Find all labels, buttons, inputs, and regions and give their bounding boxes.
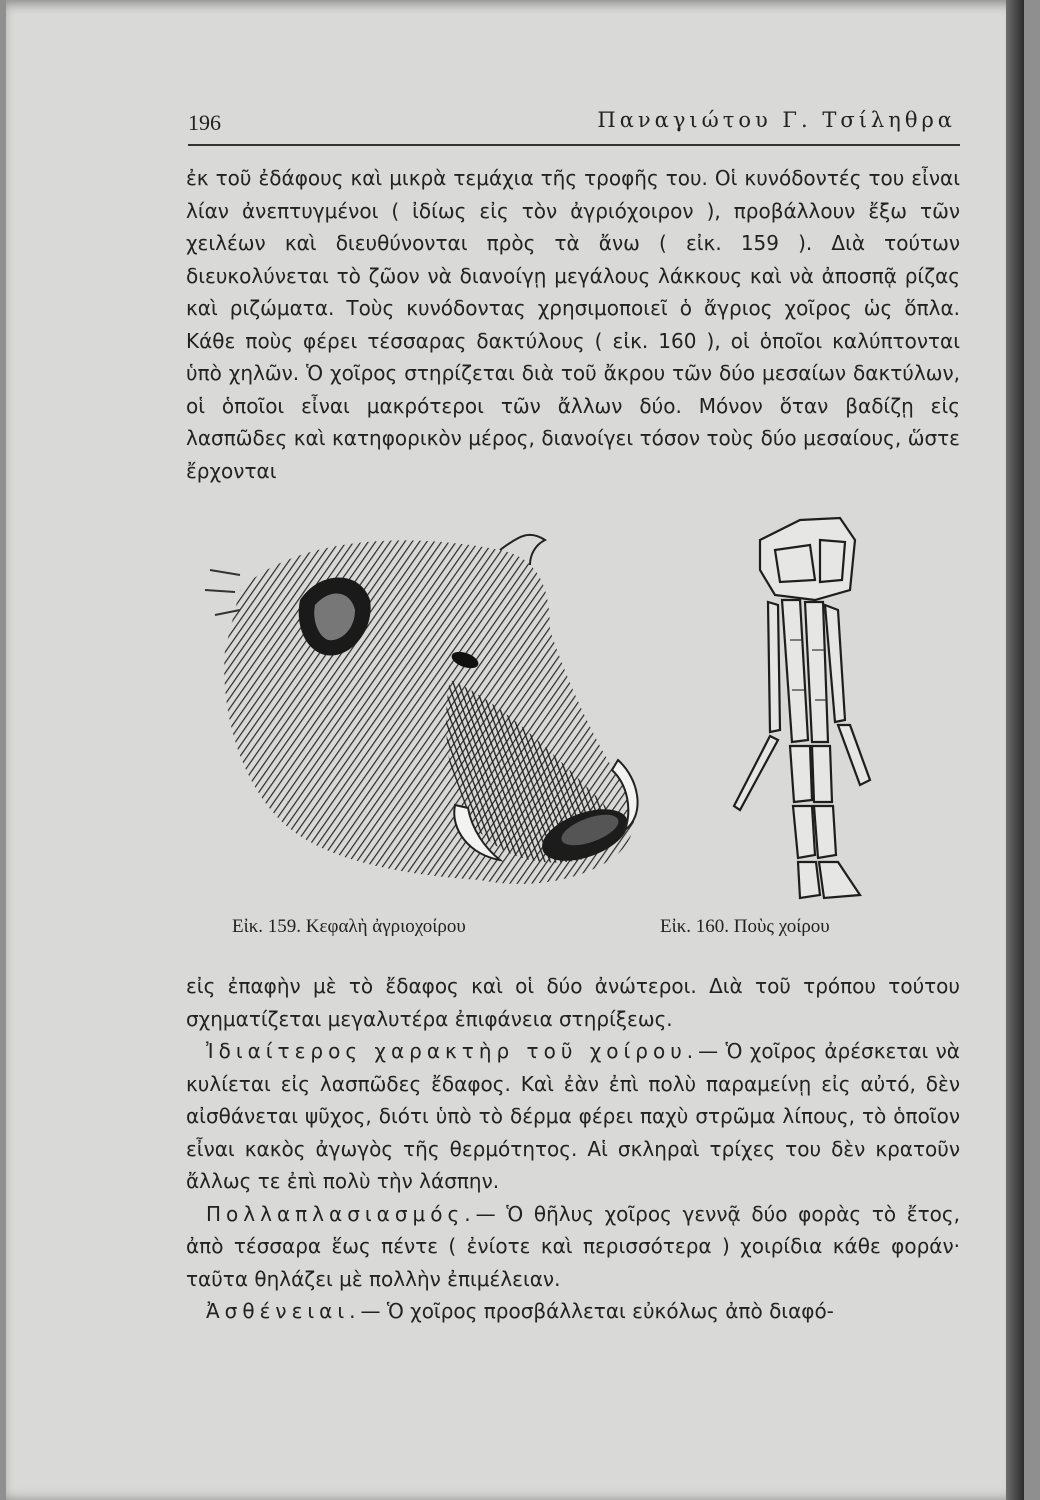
section-heading: Ἰδιαίτερος χαρακτὴρ τοῦ χοίρου. [206,1039,699,1063]
section-text: — Ὁ θῆλυς χοῖρος γεννᾷ δύο φορὰς τὸ ἔτος, ἀπὸ τέσσαρα ἕως πέντε ( ἐνίοτε καὶ περισσότερα ) χοιρίδια κάθε φοράν· ταῦτα θηλάζει μὲ πολλὴν ἐπιμέλειαν. [186,1201,960,1291]
body-text-bottom [186,970,960,1328]
body-text-top [186,162,960,487]
section-heading: Πολλαπλασιασμός. [206,1201,476,1226]
running-head: Παναγιώτου Γ. Τσίληθρα [597,108,956,132]
section-paragraph [186,1198,960,1296]
paragraph: εἰς ἐπαφὴν μὲ τὸ ἔδαφος καὶ οἱ δύο ἀνώτεροι. Διὰ τοῦ τρόπου τούτου σχηματίζεται μεγαλυτέρα ἐπιφάνεια στηρίξεως. [186,974,960,1031]
section-text: — Ὁ χοῖρος προσβάλλεται εὐκόλως ἀπὸ διαφό- [360,1299,834,1323]
figure-160-caption: Εἰκ. 160. Ποὺς χοίρου [660,916,830,937]
page-edge-shadow [1006,0,1024,1500]
figure-159-caption: Εἰκ. 159. Κεφαλὴ ἀγριοχοίρου [232,916,466,937]
page-header [188,106,958,146]
section-paragraph [186,1035,960,1198]
paragraph: ἐκ τοῦ ἐδάφους καὶ μικρὰ τεμάχια τῆς τροφῆς του. Οἱ κυνόδοντές του εἶναι λίαν ἀνεπτυγμένοι ( ἰδίως εἰς τὸν ἀγριόχοιρον ), προβάλλουν ἔξω τῶν χειλέων καὶ διευθύνονται πρὸς τὰ ἄνω ( εἰκ. 159 ). Διὰ τούτων διευκολύνεται τὸ ζῶον νὰ διανοίγῃ μεγάλους λάκκους καὶ νὰ ἀποσπᾷ ρίζας καὶ ριζώματα. Τοὺς κυνόδοντας χρησιμοποιεῖ ὁ ἄγριος χοῖρος ὡς ὅπλα. Κάθε ποὺς φέρει τέσσαρας δακτύλους ( εἰκ. 160 ), οἱ ὁποῖοι καλύπτονται ὑπὸ χηλῶν. Ὁ χοῖρος στηρίζεται διὰ τοῦ ἄκρου τῶν δύο μεσαίων δακτύλων, οἱ ὁποῖοι εἶναι μακρότεροι τῶν ἄλλων δύο. Μόνον ὅταν βαδίζῃ εἰς λασπῶδες καὶ κατηφορικὸν μέρος, διανοίγει τόσον τοὺς δύο μεσαίους, ὥστε ἔρχονται [186,166,960,483]
section-text: — Ὁ χοῖρος ἀρέσκεται νὰ κυλίεται εἰς λασπῶδες ἔδαφος. Καὶ ἐὰν ἐπὶ πολὺ παραμείνῃ εἰς αὐτό, δὲν αἰσθάνεται ψῦχος, διότι ὑπὸ τὸ δέρμα φέρει παχὺ στρῶμα λίπους, τὸ ὁποῖον εἶναι κακὸς ἀγωγὸς τῆς θερμότητος. Αἱ σκληραὶ τρίχες του δὲν κρατοῦν ἄλλως τε ἐπὶ πολὺ τὴν λάσπην. [186,1039,960,1193]
pig-foot-skeleton-illustration [720,510,900,910]
boar-head-illustration [200,530,660,910]
page-number: 196 [188,110,221,135]
figures-area [190,510,960,950]
section-paragraph [186,1295,960,1328]
section-heading: Ἀσθένειαι. [206,1299,361,1323]
header-rule [188,144,960,146]
